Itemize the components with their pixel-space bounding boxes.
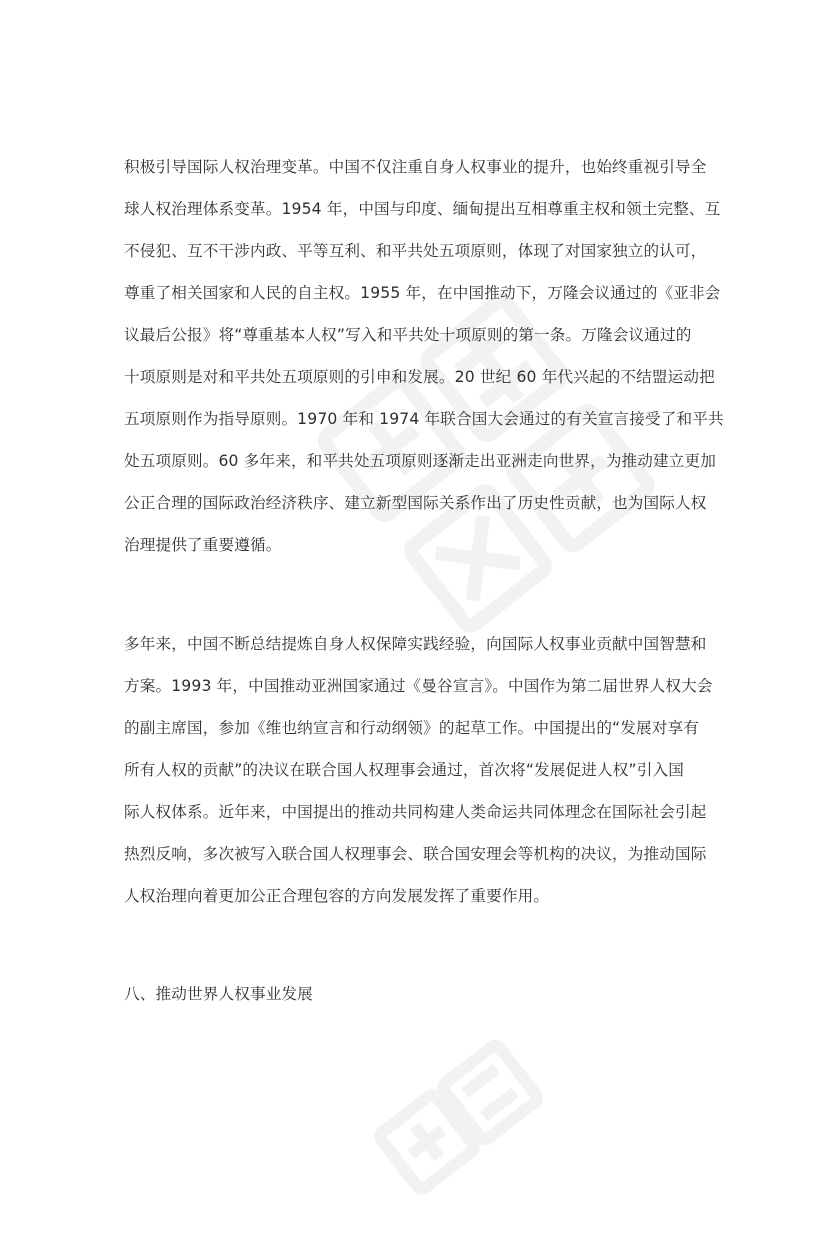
paragraph-line: 处五项原则。60 多年来，和平共处五项原则逐渐走出亚洲走向世界，为推动建立更加 xyxy=(124,452,717,470)
paragraph-line: 十项原则是对和平共处五项原则的引申和发展。20 世纪 60 年代兴起的不结盟运动把 xyxy=(124,368,715,386)
paragraph-line: 人权治理向着更加公正合理包容的方向发展发挥了重要作用。 xyxy=(124,887,550,905)
paragraph-line: 尊重了相关国家和人民的自主权。1955 年，在中国推动下，万隆会议通过的《亚非会 xyxy=(124,284,721,302)
paragraph-line: 不侵犯、互不干涉内政、平等互利、和平共处五项原则，体现了对国家独立的认可， xyxy=(124,242,707,260)
section-heading: 八、推动世界人权事业发展 xyxy=(124,985,313,1003)
paragraph-line: 公正合理的国际政治经济秩序、建立新型国际关系作出了历史性贡献，也为国际人权 xyxy=(124,494,707,512)
paragraph-line: 的副主席国，参加《维也纳宣言和行动纲领》的起草工作。中国提出的“发展对享有 xyxy=(124,719,700,737)
paragraph-line: 多年来，中国不断总结提炼自身人权保障实践经验，向国际人权事业贡献中国智慧和 xyxy=(124,635,707,653)
paragraph-line: 热烈反响，多次被写入联合国人权理事会、联合国安理会等机构的决议，为推动国际 xyxy=(124,845,707,863)
paragraph-line: 所有人权的贡献”的决议在联合国人权理事会通过，首次将“发展促进人权”引入国 xyxy=(124,761,684,779)
paragraph-line: 议最后公报》将“尊重基本人权”写入和平共处十项原则的第一条。万隆会议通过的 xyxy=(124,326,692,344)
watermark-logo-bottom xyxy=(350,1022,590,1258)
paragraph-line: 积极引导国际人权治理变革。中国不仅注重自身人权事业的提升，也始终重视引导全 xyxy=(124,158,707,176)
paragraph-line: 治理提供了重要遵循。 xyxy=(124,536,282,554)
paragraph-line: 方案。1993 年，中国推动亚洲国家通过《曼谷宣言》。中国作为第二届世界人权大会 xyxy=(124,677,713,695)
paragraph-line: 球人权治理体系变革。1954 年，中国与印度、缅甸提出互相尊重主权和领土完整、互 xyxy=(124,200,721,218)
paragraph-line: 五项原则作为指导原则。1970 年和 1974 年联合国大会通过的有关宣言接受了和平共 xyxy=(124,410,724,428)
paragraph-line: 际人权体系。近年来，中国提出的推动共同构建人类命运共同体理念在国际社会引起 xyxy=(124,803,707,821)
